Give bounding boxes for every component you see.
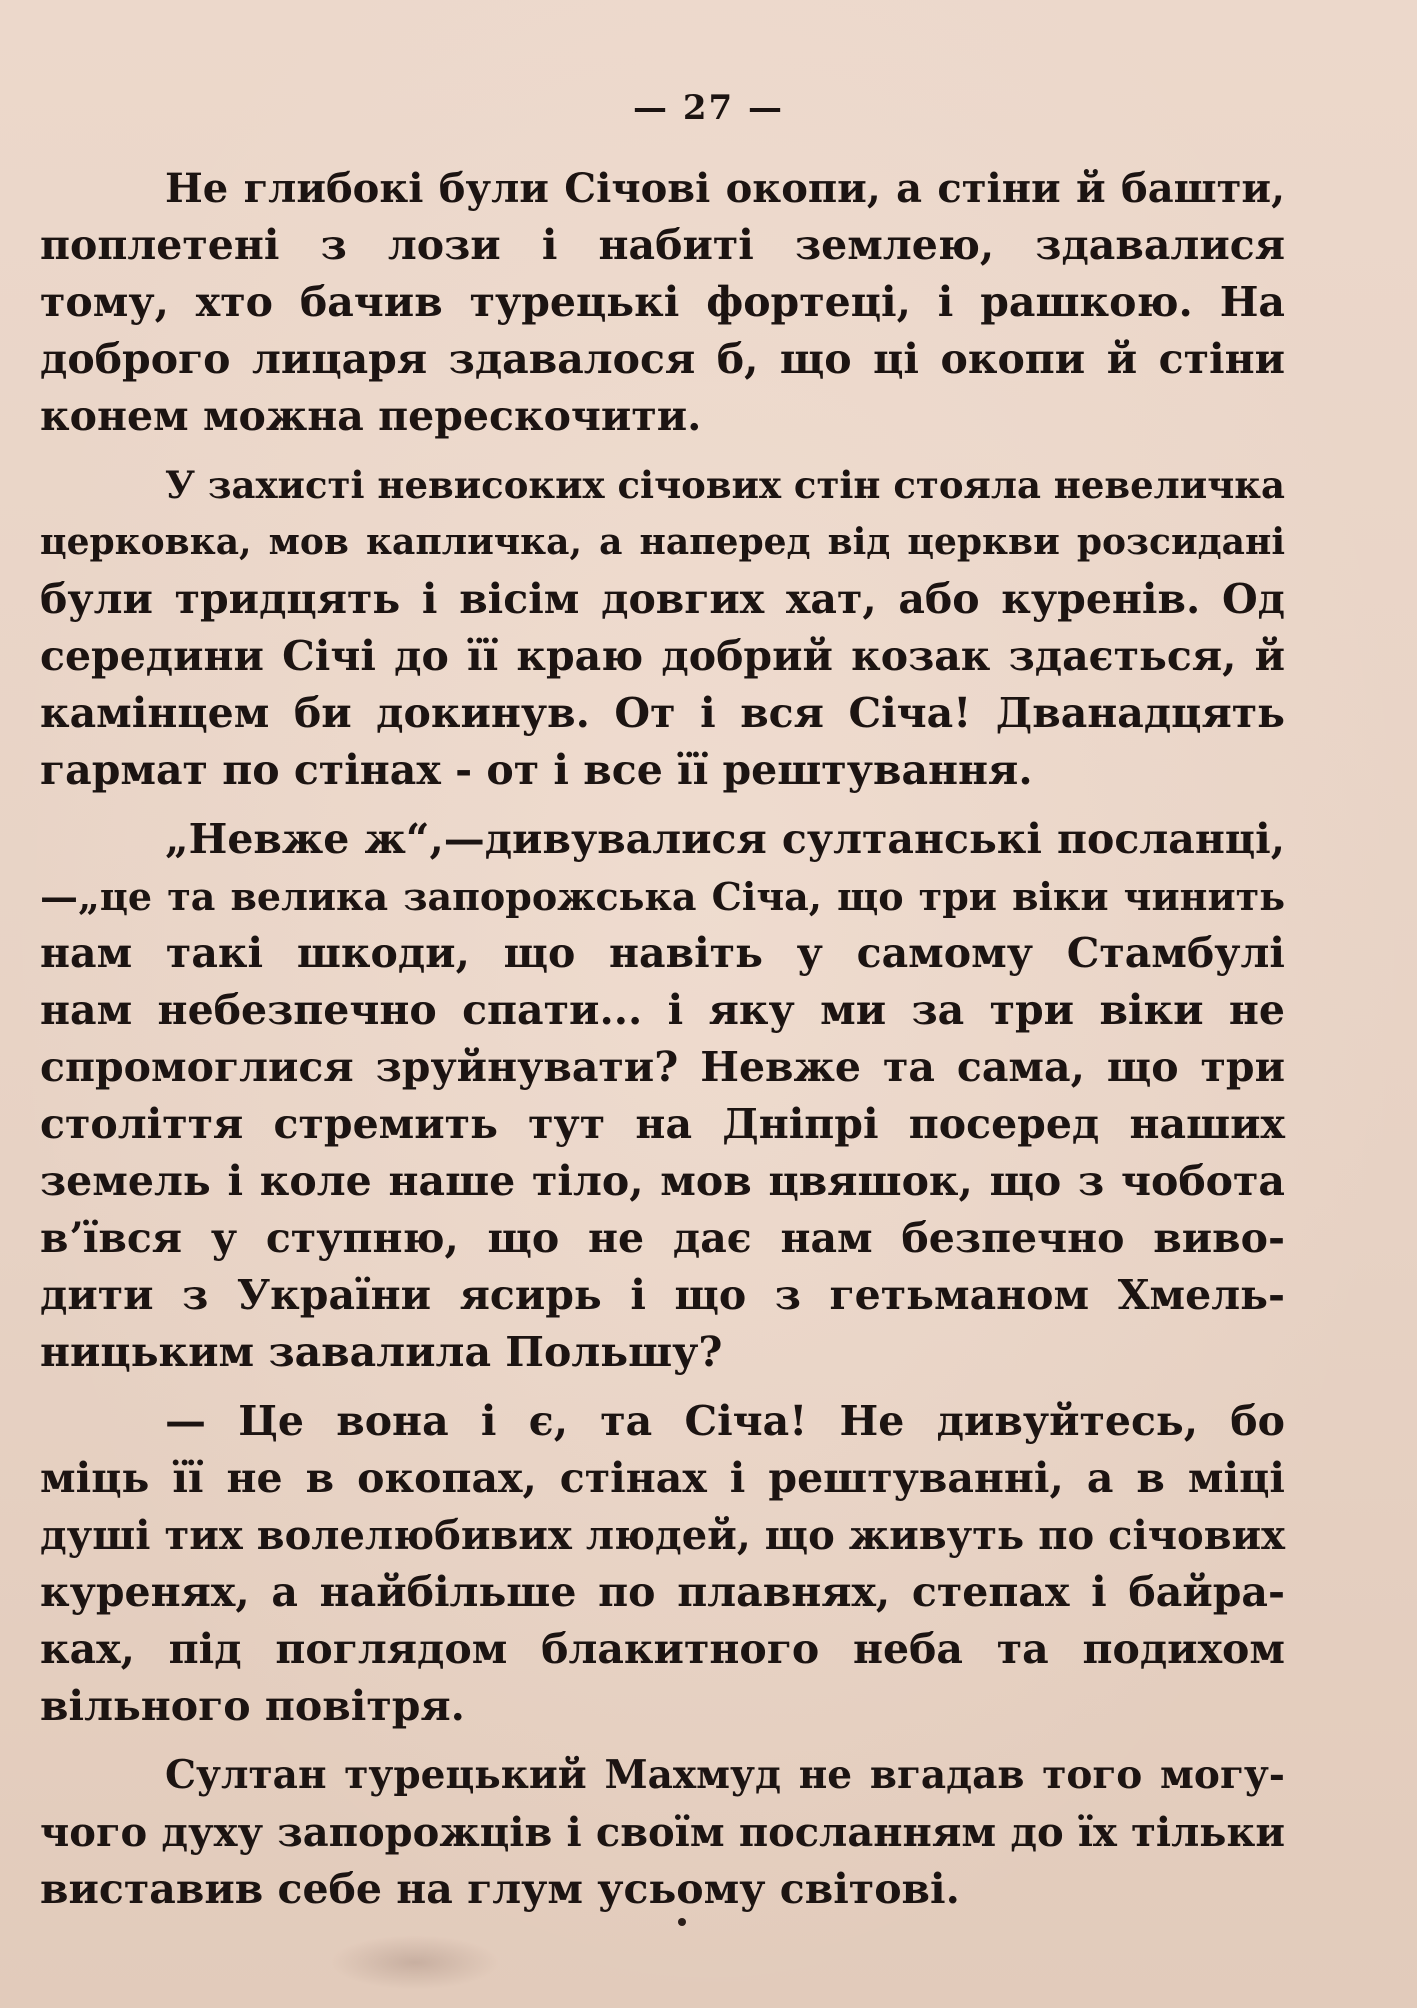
text-line: були тридцять і вісім довгих хат, або куренів. Од (40, 575, 1285, 623)
text-line: нам такі шкоди, що навіть у самому Стамбулі (40, 929, 1285, 977)
body-text (40, 160, 1285, 1918)
text-line: конем можна перескочити. (40, 392, 702, 440)
text-line: доброго лицаря здавалося б, що ці окопи й стіни (40, 335, 1285, 383)
text-line: спромоглися зруйнувати? Невже та сама, що три (40, 1043, 1285, 1091)
text-line: вільного повітря. (40, 1682, 465, 1730)
text-line: ках, під поглядом блакитного неба та подихом (40, 1625, 1285, 1673)
paragraph (40, 811, 1285, 1381)
text-line: гармат по стінах - от і все її рештування. (40, 746, 1033, 794)
ink-speck (678, 1918, 686, 1926)
text-line: століття стремить тут на Дніпрі посеред наших (40, 1100, 1285, 1148)
paper-stain (330, 1935, 500, 1990)
paragraph (40, 1747, 1285, 1918)
text-line: куренях, а найбільше по плавнях, степах і байра- (40, 1568, 1285, 1616)
paragraph (40, 1393, 1285, 1735)
text-line: тому, хто бачив турецькі фортеці, і рашкою. На (40, 278, 1285, 326)
text-line: середини Січі до її краю добрий козак здається, й (40, 632, 1285, 680)
text-line: У захисті невисоких січових стін стояла невеличка (165, 463, 1285, 507)
text-line: ницьким завалила Польшу? (40, 1328, 723, 1376)
text-line: чого духу запорожців і своїм посланням до їх тільки (40, 1809, 1285, 1856)
paragraph (40, 160, 1285, 445)
text-line: дити з України ясирь і що з гетьманом Хмель- (40, 1271, 1285, 1319)
text-line: — Це вона і є, та Січа! Не дивуйтесь, бо (165, 1397, 1285, 1445)
text-line: земель і коле наше тіло, мов цвяшок, що з чобота (40, 1157, 1285, 1205)
page-number: — 27 — (633, 88, 784, 128)
text-line: Султан турецький Махмуд не вгадав того могу- (165, 1752, 1285, 1798)
text-line: нам небезпечно спати... і яку ми за три віки не (40, 986, 1285, 1034)
text-line: камінцем би докинув. От і вся Січа! Дванадцять (40, 689, 1285, 737)
text-line: —„це та велика запорожська Січа, що три віки чинить (40, 874, 1285, 919)
text-line: душі тих волелюбивих людей, що живуть по січових (40, 1512, 1285, 1559)
text-line: поплетені з лози і набиті землею, здавалися (40, 221, 1285, 269)
text-line: міць її не в окопах, стінах і рештуванні, а в міці (40, 1454, 1285, 1502)
text-line: виставив себе на глум усьому світові. (40, 1865, 960, 1913)
text-line: церковка, мов капличка, а наперед від церкви розсидані (40, 521, 1285, 563)
text-line: „Невже ж“,—дивувалися султанські посланці, (165, 815, 1285, 863)
text-line: Не глибокі були Січові окопи, а стіни й башти, (165, 165, 1285, 212)
text-line: вʼївся у ступню, що не дає нам безпечно виво- (40, 1214, 1285, 1262)
paragraph (40, 457, 1285, 799)
